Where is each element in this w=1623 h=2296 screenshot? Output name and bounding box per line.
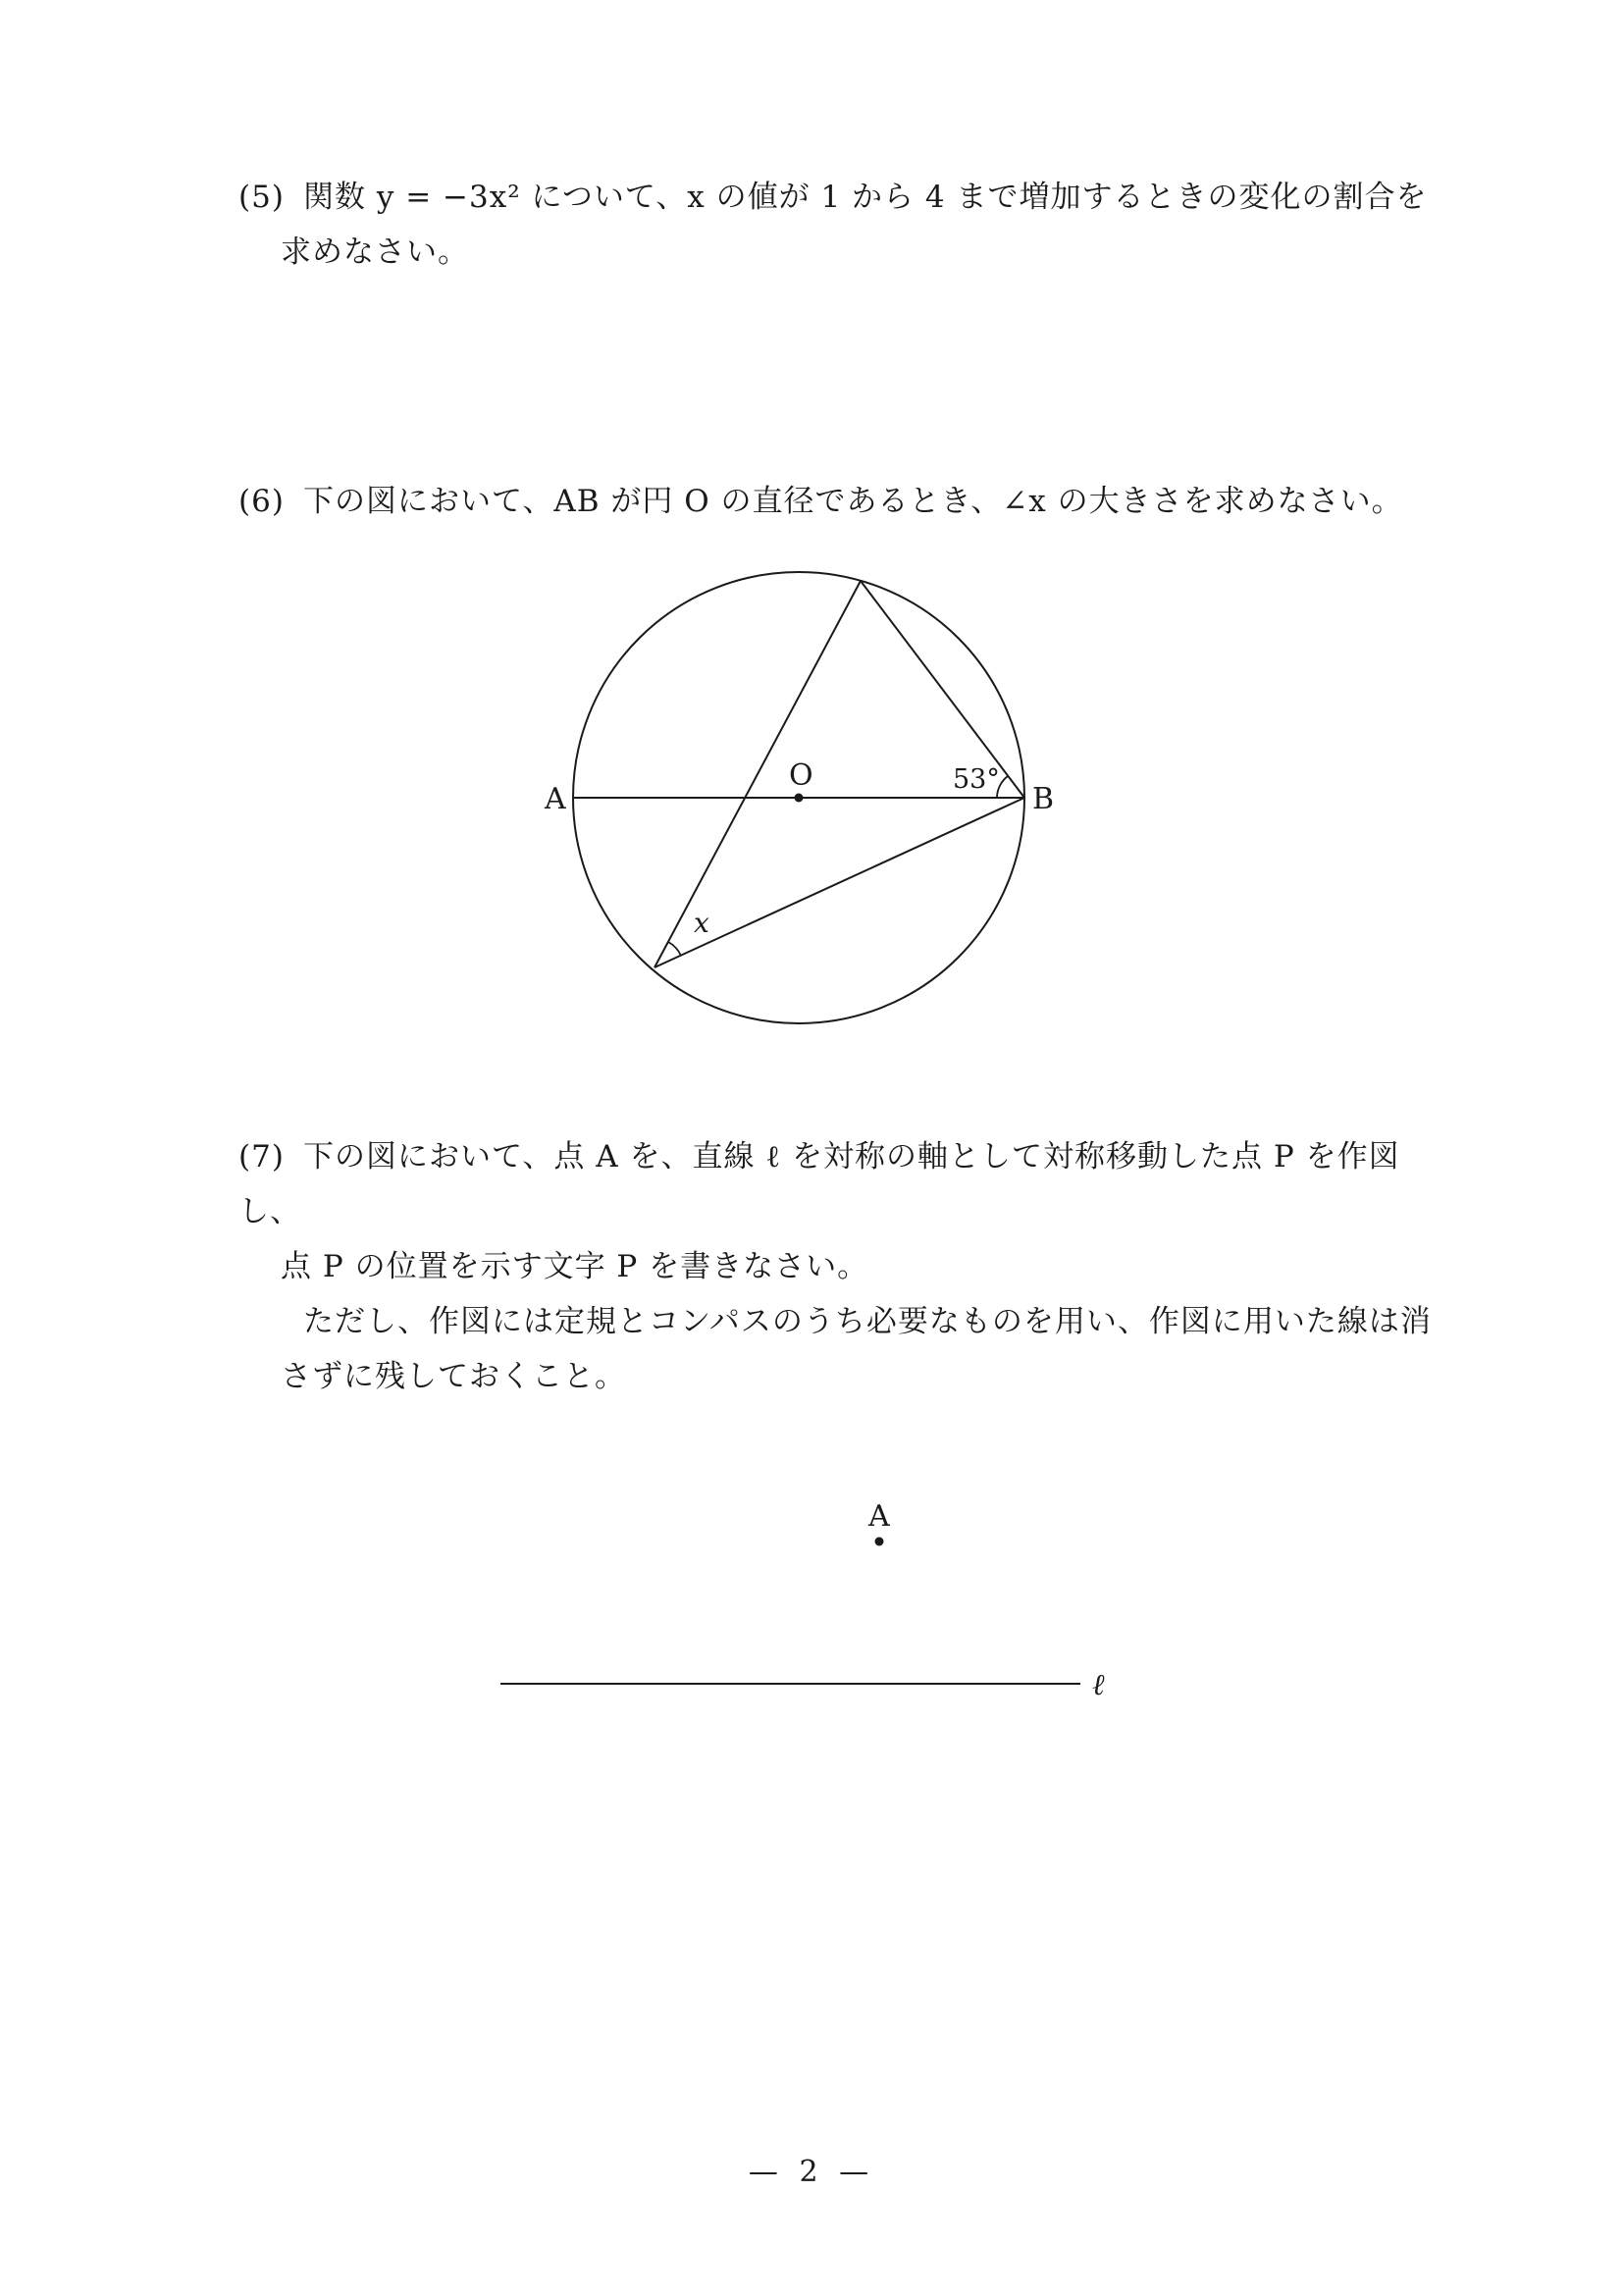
- question-5-text-1: 関数 y = −3x² について、x の値が 1 から 4 まで増加するときの変化の割合を: [303, 180, 1428, 215]
- chord-top-to-b: [861, 581, 1024, 798]
- symmetry-figure: [471, 1472, 1158, 1727]
- question-6-number: (6): [238, 484, 285, 519]
- label-angle-53: 53°: [953, 764, 1000, 795]
- label-line-l: ℓ: [1092, 1668, 1105, 1702]
- question-7-line-2: 点 P の位置を示す文字 P を書きなさい。: [281, 1249, 869, 1284]
- label-b: B: [1032, 782, 1055, 816]
- point-a: [875, 1538, 884, 1546]
- question-6: [238, 474, 1445, 529]
- label-o: O: [789, 758, 813, 793]
- question-7-text-1: 下の図において、点 A を、直線 ℓ を対称の軸として対称移動した点 P を作図し、: [238, 1139, 1400, 1229]
- circle-figure: [530, 559, 1079, 1030]
- question-7-line-1: [238, 1129, 1445, 1239]
- question-5-line-1: [238, 170, 1445, 225]
- label-angle-x: x: [694, 907, 709, 939]
- angle-arc-x: [668, 942, 681, 956]
- question-5: [238, 170, 1445, 280]
- question-7: [238, 1129, 1445, 1404]
- page-number: — 2 —: [748, 2155, 875, 2189]
- question-5-number: (5): [238, 180, 285, 215]
- question-7-line-3: ただし、作図には定規とコンパスのうち必要なものを用い、作図に用いた線は消: [303, 1304, 1432, 1339]
- chord-top-to-bottom-left: [654, 581, 861, 967]
- label-point-a: A: [868, 1499, 890, 1534]
- question-7-number: (7): [238, 1139, 285, 1174]
- question-7-line-4: さずに残しておくこと。: [281, 1359, 626, 1394]
- chord-bottom-left-to-b: [654, 798, 1024, 967]
- center-point-o: [795, 794, 804, 803]
- question-6-line-1: [238, 474, 1445, 529]
- question-5-line-2: 求めなさい。: [281, 235, 469, 270]
- question-6-text-1: 下の図において、AB が円 O の直径であるとき、∠x の大きさを求めなさい。: [303, 484, 1403, 519]
- label-a: A: [545, 782, 566, 816]
